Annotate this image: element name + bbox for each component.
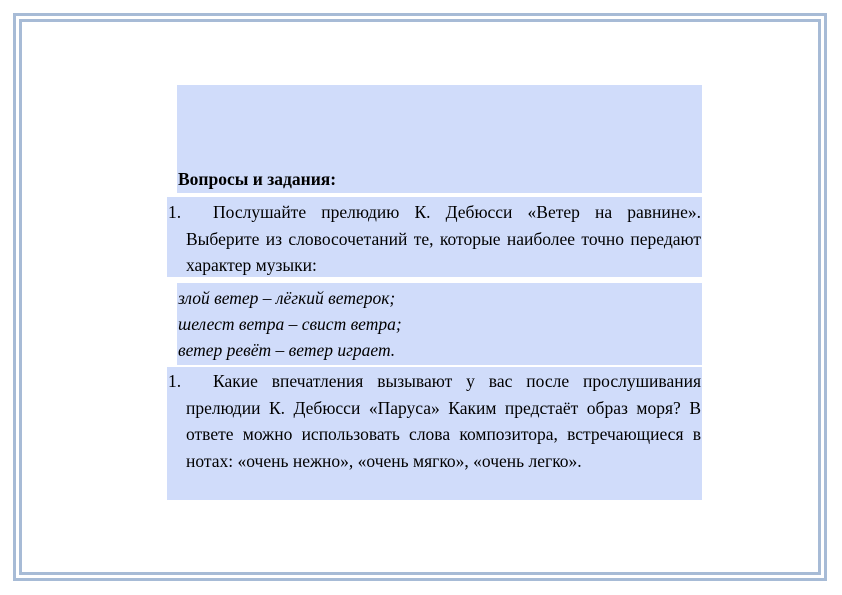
task1-text: Послушайте прелюдию К. Дебюсси «Ветер на равнине». Выберите из словосочетаний те, которые наиболее точно передают характер музыки: [186,202,701,275]
highlight-top-block [177,85,702,163]
task2-number: 1. [168,371,182,391]
option-item: шелест ветра – свист ветра; [178,314,402,334]
task1-number: 1. [168,202,182,222]
option-item: ветер ревёт – ветер играет. [178,340,396,360]
task2-text: Какие впечатления вызывают у вас после прослушивания прелюдии К. Дебюсси «Паруса» Каким предстаёт образ моря? В ответе можно использовать слова композитора, встречающиеся в нотах: «очень нежно», «очень мягко», «очень легко». [186,371,701,471]
option-item: злой ветер – лёгкий ветерок; [178,288,396,308]
section-heading: Вопросы и задания: [178,169,337,189]
